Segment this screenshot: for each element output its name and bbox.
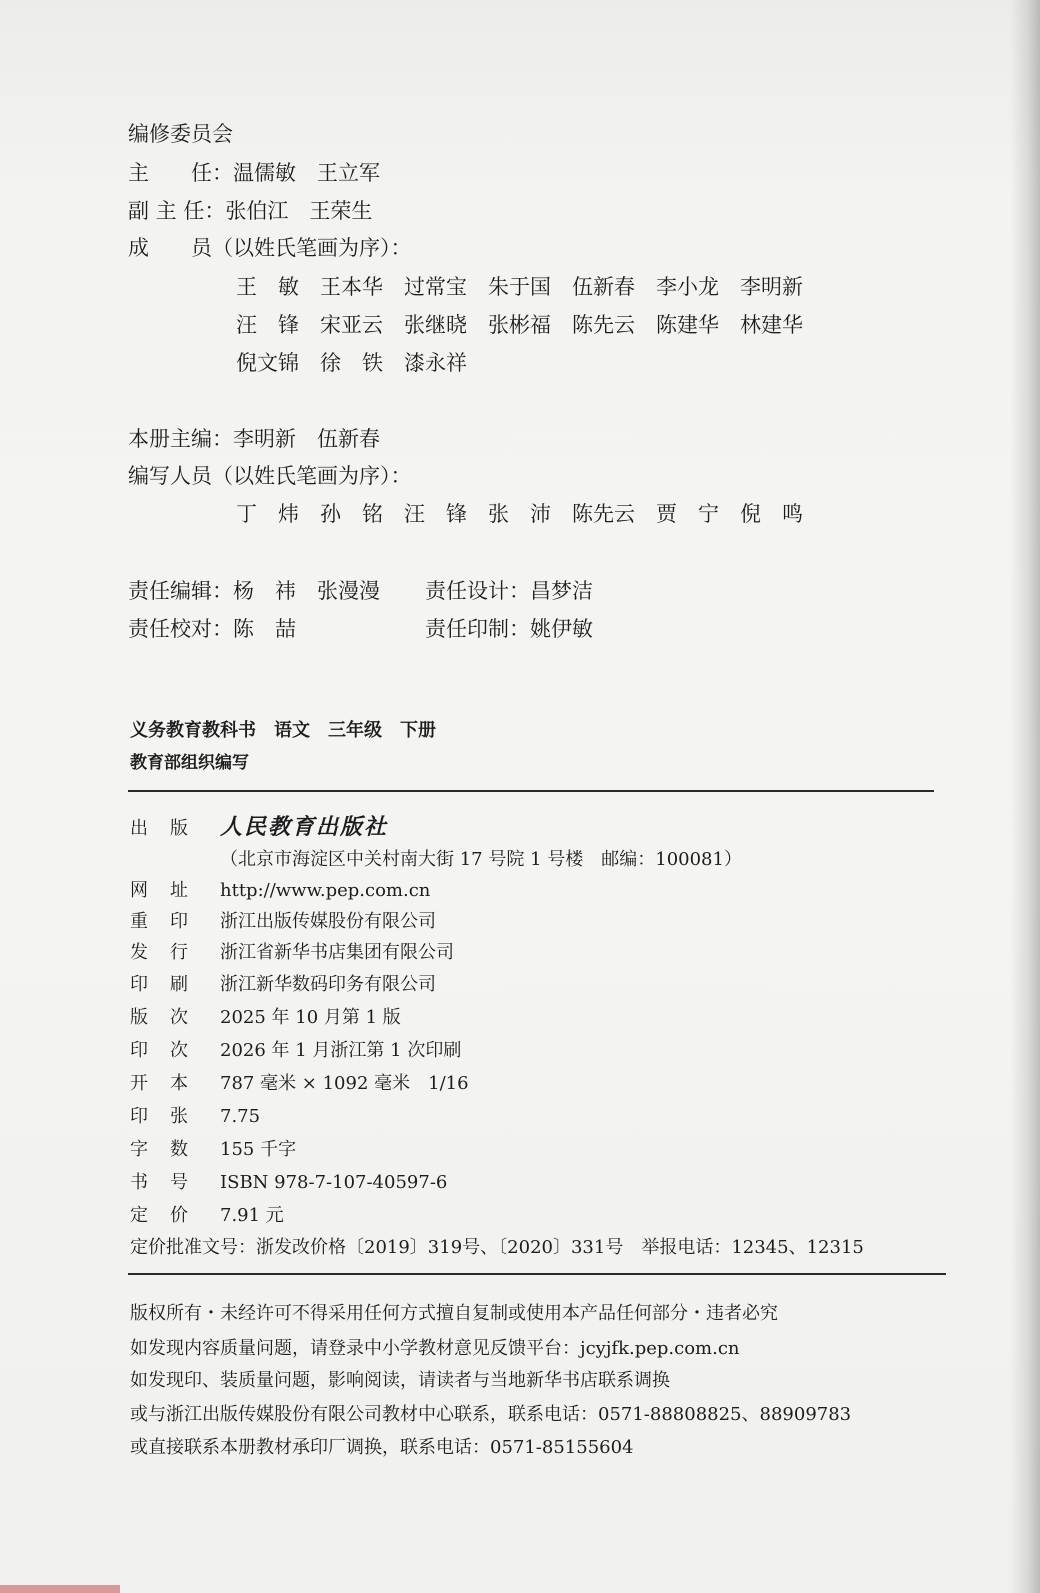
compiled-by: 教育部组织编写 <box>130 753 249 773</box>
member-name: 汪 锋 <box>236 313 299 337</box>
member-name: 宋亚云 <box>320 313 383 337</box>
price-approval-line: 定价批准文号：浙发改价格〔2019〕319号、〔2020〕331号 举报电话：12345、12315 <box>130 1237 864 1258</box>
writers-row <box>236 498 824 528</box>
pub-value: 7.75 <box>220 1106 261 1127</box>
editor-label: 责任编辑： <box>128 579 233 603</box>
design-label: 责任设计： <box>425 579 530 603</box>
notice-print-quality: 如发现印、装质量问题，影响阅读，请读者与当地新华书店联系调换 <box>130 1370 670 1391</box>
deputy-names: 张伯江 王荣生 <box>225 199 373 223</box>
page-edge-shadow <box>1010 0 1040 1593</box>
pub-value: 2026 年 1 月浙江第 1 次印刷 <box>220 1040 462 1061</box>
member-name: 陈建华 <box>656 313 719 337</box>
pub-value: 155 千字 <box>220 1139 297 1160</box>
writer-name: 孙 铭 <box>320 502 383 526</box>
responsible-print-line <box>425 613 593 643</box>
writer-name: 张 沛 <box>488 502 551 526</box>
member-name: 朱于国 <box>488 275 551 299</box>
pub-row-isbn <box>130 1168 447 1194</box>
member-name: 张继晓 <box>404 313 467 337</box>
members-row-2 <box>236 309 824 339</box>
member-name: 王本华 <box>320 275 383 299</box>
design-name: 昌梦洁 <box>530 579 593 603</box>
divider-top <box>128 790 934 792</box>
publisher-logo-text: 人民教育出版社 <box>220 814 389 840</box>
member-name: 过常宝 <box>404 275 467 299</box>
pub-website: http://www.pep.com.cn <box>220 880 431 901</box>
member-name: 陈先云 <box>572 313 635 337</box>
responsible-design-line <box>425 575 593 605</box>
deputy-label: 副 主 任： <box>128 199 226 223</box>
notice-content-feedback: 如发现内容质量问题，请登录中小学教材意见反馈平台：jcyjfk.pep.com.cn <box>130 1338 740 1359</box>
member-name: 徐 铁 <box>320 351 383 375</box>
page-edge-mark <box>0 1585 120 1593</box>
pub-label: 书号 <box>130 1172 210 1193</box>
member-name: 伍新春 <box>572 275 635 299</box>
pub-row-reprint <box>130 907 436 933</box>
committee-director-line <box>128 157 380 187</box>
chief-editor-label: 本册主编： <box>128 427 233 451</box>
member-name: 倪文锦 <box>236 351 299 375</box>
writers-label: 编写人员（以姓氏笔画为序）： <box>128 464 412 488</box>
pub-row-price <box>130 1201 284 1227</box>
pub-label: 定价 <box>130 1205 210 1226</box>
pub-value: 浙江出版传媒股份有限公司 <box>220 911 436 932</box>
pub-label: 印张 <box>130 1106 210 1127</box>
pub-value: 浙江新华数码印务有限公司 <box>220 974 436 995</box>
member-name: 漆永祥 <box>404 351 467 375</box>
pub-row-wordcount <box>130 1135 296 1161</box>
pub-row-impression <box>130 1036 461 1062</box>
member-name: 林建华 <box>740 313 803 337</box>
member-name: 张彬福 <box>488 313 551 337</box>
pub-label: 出版 <box>130 818 210 839</box>
pub-value: 浙江省新华书店集团有限公司 <box>220 942 454 963</box>
pub-label: 版次 <box>130 1007 210 1028</box>
chief-editor-names: 李明新 伍新春 <box>233 427 380 451</box>
members-row-3 <box>236 347 488 377</box>
committee-deputy-line <box>128 195 372 225</box>
proof-label: 责任校对： <box>128 617 233 641</box>
pub-label: 发行 <box>130 942 210 963</box>
pub-price: 7.91 元 <box>220 1205 284 1226</box>
responsible-editor-line <box>128 575 380 605</box>
director-label: 主 任： <box>128 161 233 185</box>
writer-name: 陈先云 <box>572 502 635 526</box>
notice-contact-printer: 或直接联系本册教材承印厂调换，联系电话：0571-85155604 <box>130 1437 634 1458</box>
print-label: 责任印制： <box>425 617 530 641</box>
pub-label: 重印 <box>130 911 210 932</box>
notice-copyright: 版权所有・未经许可不得采用任何方式擅自复制或使用本产品任何部分・违者必究 <box>130 1303 778 1324</box>
writer-name: 贾 宁 <box>656 502 719 526</box>
pub-row-website <box>130 876 430 902</box>
pub-row-publisher <box>130 810 388 841</box>
writer-name: 倪 鸣 <box>740 502 803 526</box>
director-names: 温儒敏 王立军 <box>233 161 380 185</box>
pub-label: 印刷 <box>130 974 210 995</box>
pub-label: 网址 <box>130 880 210 901</box>
committee-title: 编修委员会 <box>128 122 233 146</box>
pub-value: 2025 年 10 月第 1 版 <box>220 1007 401 1028</box>
print-name: 姚伊敏 <box>530 617 593 641</box>
members-row-1 <box>236 271 824 301</box>
divider-bottom <box>128 1273 946 1275</box>
pub-row-format <box>130 1069 469 1095</box>
responsible-proof-line <box>128 613 296 643</box>
pub-isbn: ISBN 978-7-107-40597-6 <box>220 1172 448 1193</box>
member-name: 李明新 <box>740 275 803 299</box>
chief-editor-line <box>128 423 380 453</box>
member-name: 王 敏 <box>236 275 299 299</box>
pub-label: 开本 <box>130 1073 210 1094</box>
pub-label: 印次 <box>130 1040 210 1061</box>
pub-row-edition <box>130 1003 401 1029</box>
pub-row-printing <box>130 970 436 996</box>
pub-address: （北京市海淀区中关村南大街 17 号院 1 号楼 邮编：100081） <box>220 849 742 870</box>
pub-row-address <box>220 845 742 871</box>
members-label: 成 员（以姓氏笔画为序）： <box>128 236 412 260</box>
proof-name: 陈 喆 <box>233 617 296 641</box>
pub-row-sheets <box>130 1102 260 1128</box>
writer-name: 丁 炜 <box>236 502 299 526</box>
notice-contact-center: 或与浙江出版传媒股份有限公司教材中心联系，联系电话：0571-88808825、88909783 <box>130 1404 852 1425</box>
pub-row-distribution <box>130 938 454 964</box>
pub-value: 787 毫米 × 1092 毫米 1/16 <box>220 1073 469 1094</box>
writer-name: 汪 锋 <box>404 502 467 526</box>
member-name: 李小龙 <box>656 275 719 299</box>
book-series-title: 义务教育教科书 语文 三年级 下册 <box>130 720 436 741</box>
editor-names: 杨 祎 张漫漫 <box>233 579 380 603</box>
pub-label: 字数 <box>130 1139 210 1160</box>
